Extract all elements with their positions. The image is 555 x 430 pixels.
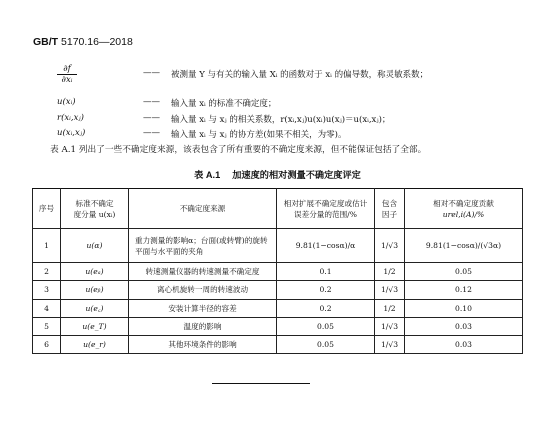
cell-source: 转速测量仪器的转速测量不确定度	[129, 263, 277, 281]
definition-dash: ——	[143, 97, 160, 107]
cell-factor: 1/√3	[375, 336, 405, 354]
table-row	[33, 336, 523, 354]
cell-source: 其他环境条件的影响	[129, 336, 277, 354]
definition-dash: ——	[143, 68, 160, 78]
cell-seq: 2	[33, 263, 61, 281]
end-rule-divider	[212, 383, 310, 384]
header-seq: 序号	[33, 189, 61, 229]
definition-row	[57, 97, 527, 111]
definition-dash: ——	[143, 128, 160, 138]
header-range: 相对扩展不确定度或估计 误差分量的范围/%	[277, 189, 375, 229]
cell-factor: 1/√3	[375, 317, 405, 335]
cell-factor: 1/2	[375, 299, 405, 317]
definition-row	[57, 113, 527, 127]
table-row	[33, 281, 523, 299]
table-number: 表 A.1	[194, 170, 221, 180]
table-title	[0, 167, 555, 181]
definition-text: 被测量 Y 与有关的输入量 Xᵢ 的函数对于 xᵢ 的偏导数，称灵敏系数；	[171, 70, 429, 80]
cell-factor: 1/√3	[375, 229, 405, 263]
standard-header	[33, 36, 133, 48]
cell-component: u(eₐ)	[61, 263, 129, 281]
cell-source: 温度的影响	[129, 317, 277, 335]
standard-prefix: GB/T	[33, 36, 59, 48]
cell-source: 离心机旋转一周的转速波动	[129, 281, 277, 299]
definition-text: 输入量 xᵢ 与 xⱼ 的相关系数，r(xᵢ,xⱼ)u(xᵢ)u(xⱼ)＝u(xᵢ,xⱼ)；	[171, 115, 391, 125]
definition-row	[57, 128, 527, 142]
cell-seq: 3	[33, 281, 61, 299]
cell-contribution: 0.05	[405, 263, 523, 281]
table-caption: 加速度的相对测量不确定度评定	[232, 170, 361, 180]
definition-symbol: u(xᵢ)	[57, 97, 76, 107]
cell-range: 0.1	[277, 263, 375, 281]
cell-contribution: 0.10	[405, 299, 523, 317]
cell-source: 重力测量的影响α；台面(或转臂)的旋转平面与水平面的夹角	[129, 229, 277, 263]
table-header-row	[33, 189, 523, 229]
header-contribution: 相对不确定度贡献 urel,i(A)/%	[405, 189, 523, 229]
definition-symbol: r(xᵢ,xⱼ)	[57, 113, 84, 123]
cell-component: u(α)	[61, 229, 129, 263]
definition-text: 输入量 xᵢ 与 xⱼ 的协方差(如果不相关，为零)。	[171, 130, 347, 140]
header-coverage-factor: 包含 因子	[375, 189, 405, 229]
cell-factor: 1/√3	[375, 281, 405, 299]
cell-range: 0.05	[277, 336, 375, 354]
cell-factor: 1/2	[375, 263, 405, 281]
standard-code: 5170.16—2018	[61, 36, 133, 48]
uncertainty-table	[32, 188, 523, 354]
cell-component: u(e_T)	[61, 317, 129, 335]
cell-range: 0.05	[277, 317, 375, 335]
definition-dash: ——	[143, 113, 160, 123]
definition-row	[57, 64, 527, 85]
definition-text: 输入量 xᵢ 的标准不确定度；	[171, 99, 277, 109]
partial-derivative-symbol: $\frac{\partial f}{\text{∂xᵢ}}$	[57, 64, 77, 86]
cell-seq: 4	[33, 299, 61, 317]
definition-symbol: u(xᵢ,xⱼ)	[57, 128, 86, 138]
cell-range: 0.2	[277, 281, 375, 299]
cell-seq: 6	[33, 336, 61, 354]
header-std-uncertainty: 标准不确定 度分量 u(xᵢ)	[61, 189, 129, 229]
cell-contribution: 0.12	[405, 281, 523, 299]
header-source: 不确定度来源	[129, 189, 277, 229]
table-row	[33, 229, 523, 263]
cell-component: u(e_r)	[61, 336, 129, 354]
cell-seq: 5	[33, 317, 61, 335]
table-row	[33, 317, 523, 335]
cell-contribution: 0.03	[405, 336, 523, 354]
cell-seq: 1	[33, 229, 61, 263]
cell-component: u(e꜀)	[61, 299, 129, 317]
cell-source: 安装计算半径的容差	[129, 299, 277, 317]
table-row	[33, 263, 523, 281]
table-row	[33, 299, 523, 317]
cell-contribution: 0.03	[405, 317, 523, 335]
table-intro-note: 表 A.1 列出了一些不确定度来源，该表包含了所有重要的不确定度来源，但不能保证包括了全部。	[50, 145, 427, 155]
cell-contribution: 9.81(1−cosα)/(√3α)	[405, 229, 523, 263]
cell-range: 9.81(1−cosα)/α	[277, 229, 375, 263]
cell-component: u(eᵦ)	[61, 281, 129, 299]
cell-range: 0.2	[277, 299, 375, 317]
